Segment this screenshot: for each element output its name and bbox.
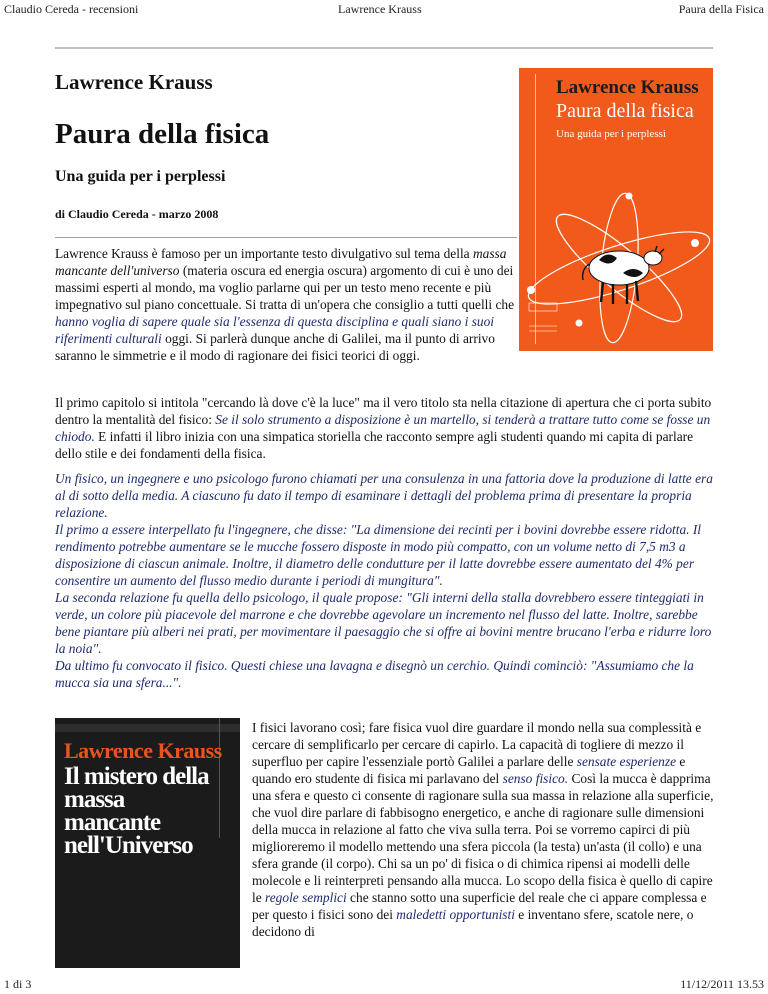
article-byline: di Claudio Cereda - marzo 2008 bbox=[55, 207, 219, 221]
print-timestamp: 11/12/2011 13.53 bbox=[680, 977, 764, 991]
spherical-cow-atom-illustration bbox=[519, 68, 713, 351]
cover-top-bar bbox=[55, 724, 240, 732]
story-line: Da ultimo fu convocato il fisico. Questi chiese una lavagna e disegnò un cerchio. Quindi cominciò: "Assumiamo che la mucca sia una sfera...". bbox=[55, 658, 694, 690]
page-counter: 1 di 3 bbox=[4, 977, 32, 991]
article-subtitle: Una guida per i perplessi bbox=[55, 168, 226, 185]
cover-title: Il mistero della massa mancante nell'Universo bbox=[64, 763, 209, 859]
page-header-title: Lawrence Krauss bbox=[338, 2, 422, 16]
cover-title: Paura della fisica bbox=[556, 100, 694, 122]
top-divider bbox=[55, 47, 713, 49]
story-line: Un fisico, un ingegnere e uno psicologo furono chiamati per una consulenza in una fattoria dove la produzione di latte era al di sotto della media. A ciascuno fu dato il tempo di esaminare i dettagli del problema prima di presentare la propria relazione. bbox=[55, 471, 713, 520]
quoted-story bbox=[55, 470, 715, 691]
cover-author: Lawrence Krauss bbox=[64, 738, 222, 763]
cover-subtitle: Una guida per i perplessi bbox=[556, 128, 666, 140]
story-line: La seconda relazione fu quella dello psicologo, il quale propose: "Gli interni della stalla dovrebbero essere tinteggiati in verde, un colore più piacevole del marrone e che dovrebbe agevolare un incremento nel flusso del latte. Inoltre, sarebbe bene piantare più alberi nei prati, per movimentare il paesaggio che si offre ai bovini mentre brucano l'erba e ridurre loro la noia". bbox=[55, 590, 712, 656]
page-header-site: Claudio Cereda - recensioni bbox=[4, 2, 139, 16]
article-title: Paura della fisica bbox=[55, 118, 270, 150]
byline-divider bbox=[55, 237, 517, 238]
book-cover-mistero-massa-mancante bbox=[55, 718, 240, 968]
book-cover-paura-della-fisica bbox=[519, 68, 713, 351]
page-header-section: Paura della Fisica bbox=[678, 2, 764, 16]
article-author: Lawrence Krauss bbox=[55, 70, 213, 94]
paragraph-physics-method: I fisici lavorano così; fare fisica vuol dire guardare il mondo nella sua complessità e cercare di semplificarlo per cercare di capirlo. La capacità di togliere di mezzo il superfluo per capire l'essenziale portò Galilei a parlare delle sensate esperienze e quando ero studente di fisica mi parlavano del senso fisico. Così la mucca è dapprima una sfera e questo ci consente di ragionare sulla sua massa in relazione alla superficie, che vuol dire parlare di fabbisogno energetico, e anche di ragionare sulle dimensioni della mucca in relazione al fatto che viva sulla terra. Poi se vorremo capirci di più miglioreremo il modello mettendo una sfera piccola (la testa) un'asta (il collo) e una sfera grande (il corpo). Chi sa un po' di fisica o di chimica ripensi ai modelli delle molecole e li reinterpreti pensando alla mucca. Lo scopo della fisica è quello di capire le regole semplici che stanno sotto una superficie del reale che ci appare complessa e per questo i fisici sono dei maledetti opportunisti e inventano sfere, scatole nere, o decidono di bbox=[252, 720, 714, 939]
paragraph-chapter-one: Il primo capitolo si intitola "cercando là dove c'è la luce" ma il vero titolo sta nella citazione di apertura che ci porta subito dentro la mentalità del fisico: Se il solo strumento a disposizione è un martello, si tenderà a trattare tutto come se fosse un chiodo. E infatti il libro inizia con una simpatica storiella che racconto sempre agli studenti quando mi capita di parlare dello stile e dei fondamenti della fisica. bbox=[55, 395, 712, 461]
story-line: Il primo a essere interpellato fu l'ingegnere, che disse: "La dimensione dei recinti per i bovini dovrebbe essere ridotta. Il rendimento potrebbe aumentare se le mucche fossero disposte in modo più compatto, con un volume netto di 7,5 m3 a disposizione di ciascun animale. Inoltre, il diametro delle condutture per il latte dovrebbe essere aumentato del 4% per consentire un aumento del flusso medio durante i periodi di mungitura". bbox=[55, 522, 702, 588]
cover-author: Lawrence Krauss bbox=[556, 77, 699, 98]
paragraph-intro: Lawrence Krauss è famoso per un importante testo divulgativo sul tema della massa mancante dell'universo (materia oscura ed energia oscura) argomento di cui è uno dei massimi esperti al mondo, ma voglio parlarne qui per un testo meno recente e più impegnativo sul piano concettuale. Si tratta di un'opera che consiglio a tutti quelli che hanno voglia di sapere quale sia l'essenza di questa disciplina e quali siano i suoi riferimenti culturali oggi. Si parlerà dunque anche di Galilei, ma il punto di arrivo saranno le simmetrie e il modo di ragionare dei fisici teorici di oggi. bbox=[55, 246, 515, 363]
